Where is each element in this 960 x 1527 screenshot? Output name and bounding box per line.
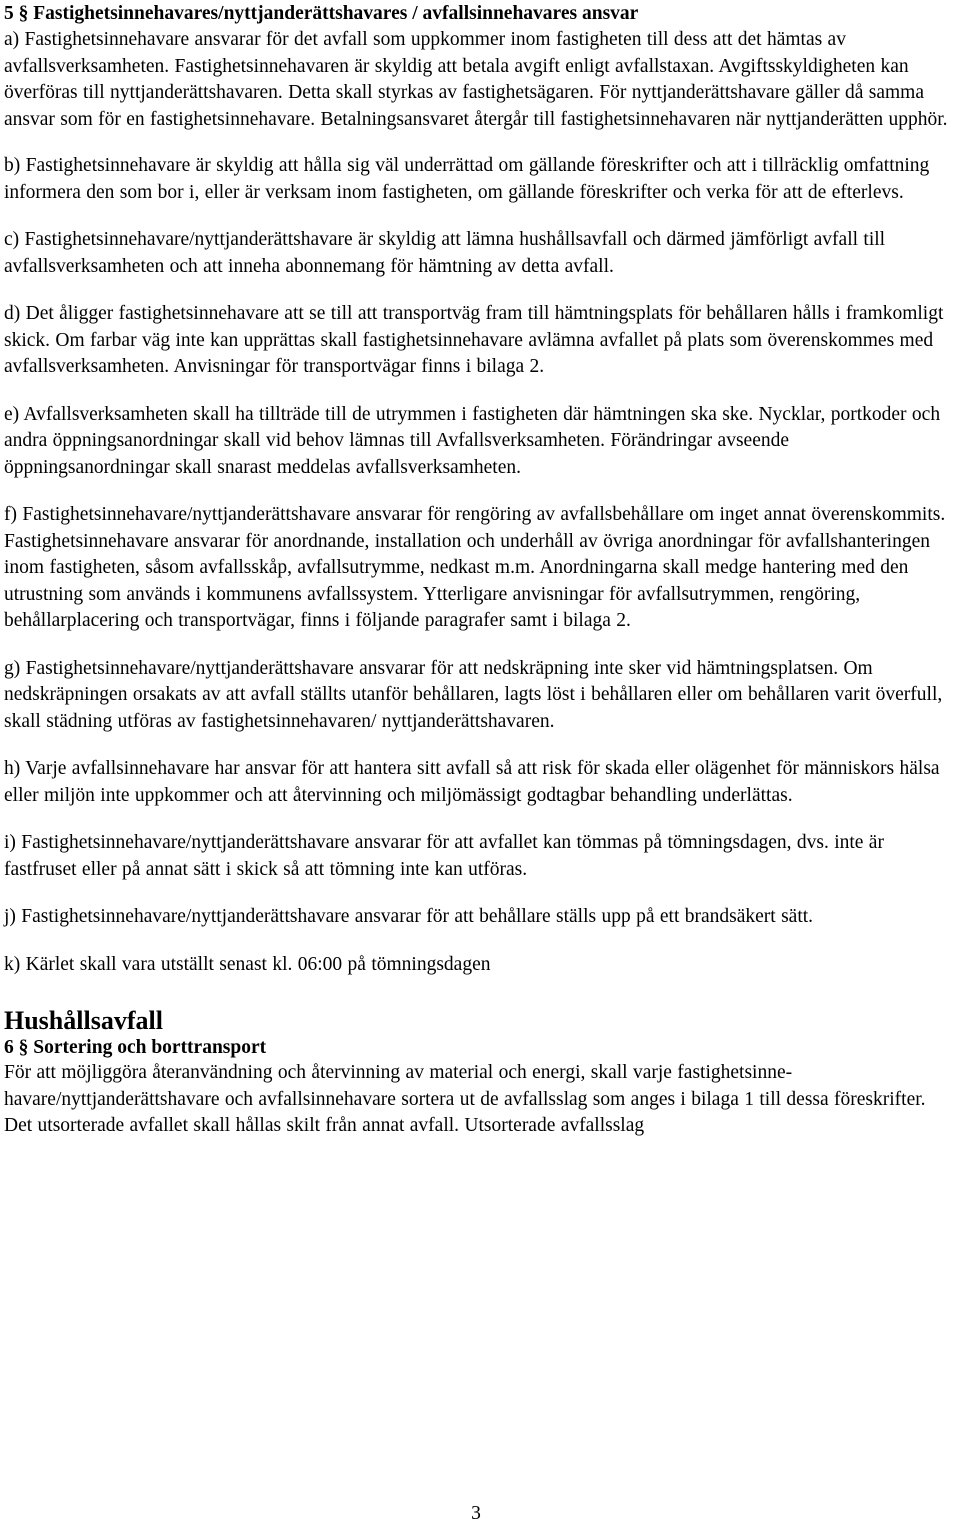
paragraph-j: j) Fastighetsinnehavare/nyttjanderättshavare ansvarar för att behållare ställs upp på ett brandsäkert sätt. (4, 906, 814, 927)
section-6-text: För att möjliggöra återanvändning och återvinning av material och energi, skall varje fastighetsinnehavare/nyttjanderättshavare och avfallsinnehavare sortera ut de avfallsslag som anges i bilaga 1 till dessa föreskrifter. Det utsorterade avfallet skall hållas skilt från annat avfall. Utsorterade avfallsslag (4, 1062, 926, 1136)
paragraph-g: g) Fastighetsinnehavare/nyttjanderättshavare ansvarar för att nedskräpning inte sker vid hämtningsplatsen. Om nedskräpningen orsakats av att avfall ställts utanför behållaren, lagts löst i behållaren eller om behållaren varit överfull, skall städning utföras av fastighetsinnehavaren/ nyttjanderättshavaren. (4, 657, 943, 732)
paragraph-e: e) Avfallsverksamheten skall ha tillträde till de utrymmen i fastigheten där hämtningen ska ske. Nycklar, portkoder och andra öppningsanordningar skall vid behov lämnas till Avfallsverksamheten. Förändringar avseende öppningsanordningar skall snarast meddelas avfallsverksamheten. (4, 403, 941, 478)
paragraph-c: c) Fastighetsinnehavare/nyttjanderättshavare är skyldig att lämna hushållsavfall och därmed jämförligt avfall till avfallsverksamheten och att inneha abonnemang för hämtning av detta avfall. (4, 229, 886, 277)
paragraph-f: f) Fastighetsinnehavare/nyttjanderättshavare ansvarar för rengöring av avfallsbehållare om inget annat överenskommits. Fastighetsinnehavare ansvarar för anordnande, installation och underhåll av övriga anordningar för avfallshanteringen inom fastigheten, såsom avfallsskåp, avfallsutrymme, nedkast m.m. Anordningarna skall medge hantering med den utrustning som används i kommunens avfallssystem. Ytterligare anvisningar för avfallsutrymmen, rengöring, behållarplacering och transportvägar, finns i följande paragrafer samt i bilaga 2. (4, 504, 946, 631)
hushallsavfall-heading: Hushållsavfall (4, 1006, 163, 1035)
section-6-heading: 6 § Sortering och borttransport (4, 1037, 267, 1058)
paragraph-a: a) Fastighetsinnehavare ansvarar för det avfall som uppkommer inom fastigheten till dess att det hämtas av avfallsverksamheten. Fastighetsinnehavaren är skyldig att betala avgift enligt avfallstaxan. Avgiftsskyldigheten kan överföras till nyttjanderättshavaren. Detta skall styrkas av fastighetsägaren. För nyttjanderättshavare gäller då samma ansvar som för en fastighetsinnehavare. Betalningsansvaret återgår till fastighetsinnehavaren när nyttjanderätten upphör. (4, 29, 948, 130)
paragraph-d: d) Det åligger fastighetsinnehavare att se till att transportväg fram till hämtningsplats för behållaren hålls i framkomligt skick. Om farbar väg inte kan upprättas skall fastighetsinnehavare avlämna avfallet på plats som överenskommes med avfallsverksamheten. Anvisningar för transportvägar finns i bilaga 2. (4, 303, 944, 377)
paragraph-k: k) Kärlet skall vara utställt senast kl. 06:00 på tömningsdagen (4, 953, 491, 975)
document-page (4, 0, 954, 1140)
page-number: 3 (471, 1503, 481, 1524)
section-5-heading: 5 § Fastighetsinnehavares/nyttjanderättshavares / avfallsinnehavares ansvar (4, 3, 639, 24)
paragraph-h: h) Varje avfallsinnehavare har ansvar för att hantera sitt avfall så att risk för skada eller olägenhet för människors hälsa eller miljön inte uppkommer och att återvinning och miljömässigt godtagbar behandling underlättas. (4, 758, 940, 806)
paragraph-i: i) Fastighetsinnehavare/nyttjanderättshavare ansvarar för att avfallet kan tömmas på tömningsdagen, dvs. inte är fastfruset eller på annat sätt i skick så att tömning inte kan utföras. (4, 832, 884, 880)
paragraph-b: b) Fastighetsinnehavare är skyldig att hålla sig väl underrättad om gällande föreskrifter och att i tillräcklig omfattning informera den som bor i, eller är verksam inom fastigheten, om gällande föreskrifter och verka för att de efterlevs. (4, 155, 930, 203)
